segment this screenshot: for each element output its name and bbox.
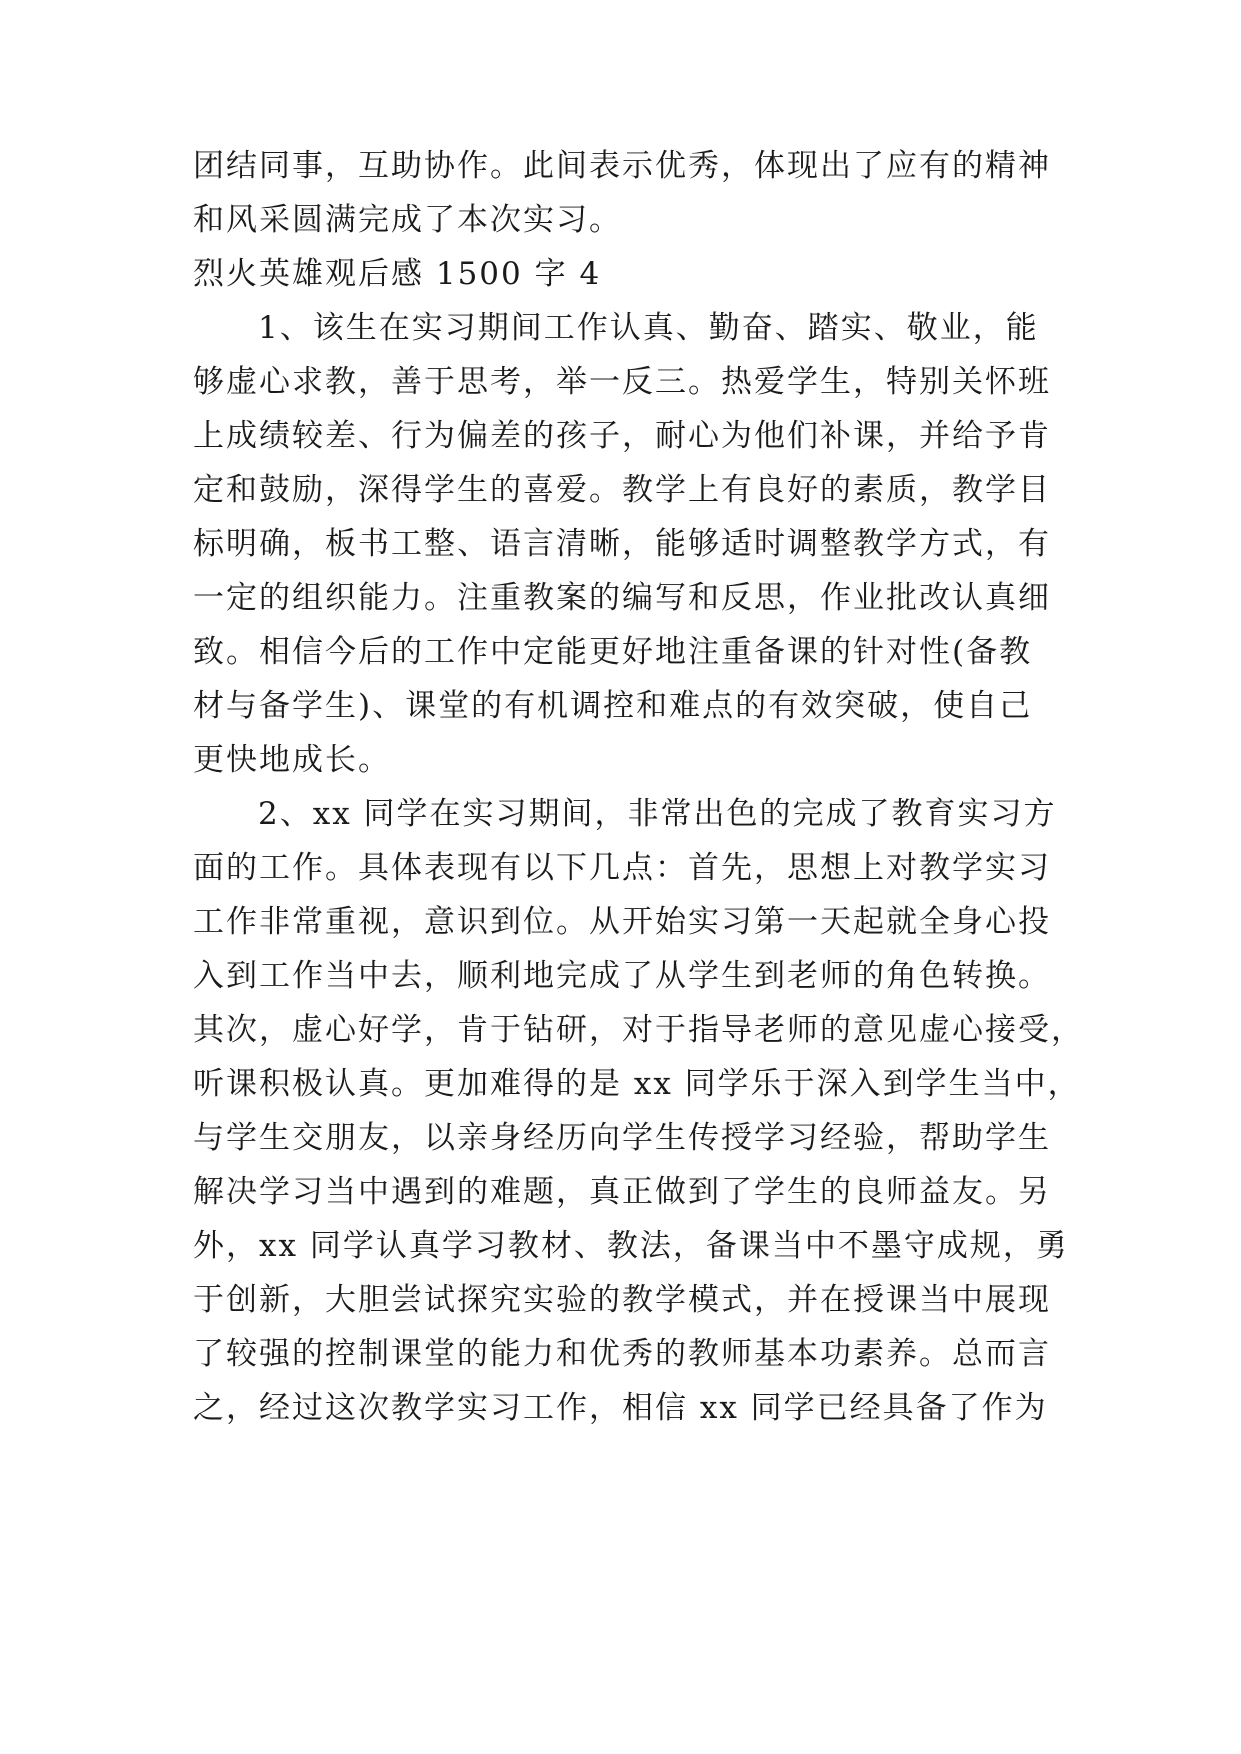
paragraph-line: 听课积极认真。更加难得的是 xx 同学乐于深入到学生当中， bbox=[193, 1066, 1081, 1102]
paragraph-line: 致。相信今后的工作中定能更好地注重备课的针对性(备教 bbox=[193, 634, 1033, 670]
paragraph-line: 1、该生在实习期间工作认真、勤奋、踏实、敬业，能 bbox=[258, 310, 1039, 346]
paragraph-line: 之，经过这次教学实习工作，相信 xx 同学已经具备了作为 bbox=[193, 1390, 1048, 1426]
paragraph-line: 和风采圆满完成了本次实习。 bbox=[193, 202, 622, 238]
paragraph-line: 够虚心求教，善于思考，举一反三。热爱学生，特别关怀班 bbox=[193, 364, 1051, 400]
paragraph-line: 团结同事，互助协作。此间表示优秀，体现出了应有的精神 bbox=[193, 148, 1051, 184]
section-heading: 烈火英雄观后感 1500 字 4 bbox=[193, 256, 602, 292]
paragraph-line: 外，xx 同学认真学习教材、教法，备课当中不墨守成规，勇 bbox=[193, 1228, 1069, 1264]
paragraph-line: 工作非常重视，意识到位。从开始实习第一天起就全身心投 bbox=[193, 904, 1051, 940]
paragraph-line: 标明确，板书工整、语言清晰，能够适时调整教学方式，有 bbox=[193, 526, 1051, 562]
paragraph-line: 了较强的控制课堂的能力和优秀的教师基本功素养。总而言 bbox=[193, 1336, 1051, 1372]
paragraph-line: 2、xx 同学在实习期间，非常出色的完成了教育实习方 bbox=[258, 796, 1057, 832]
paragraph-line: 于创新，大胆尝试探究实验的教学模式，并在授课当中展现 bbox=[193, 1282, 1051, 1318]
paragraph-line: 解决学习当中遇到的难题，真正做到了学生的良师益友。另 bbox=[193, 1174, 1051, 1210]
paragraph-line: 更快地成长。 bbox=[193, 742, 391, 778]
paragraph-line: 与学生交朋友，以亲身经历向学生传授学习经验，帮助学生 bbox=[193, 1120, 1051, 1156]
paragraph-line: 一定的组织能力。注重教案的编写和反思，作业批改认真细 bbox=[193, 580, 1051, 616]
paragraph-line: 定和鼓励，深得学生的喜爱。教学上有良好的素质，教学目 bbox=[193, 472, 1051, 508]
paragraph-line: 材与备学生)、课堂的有机调控和难点的有效突破，使自己 bbox=[193, 688, 1033, 724]
paragraph-line: 其次，虚心好学，肯于钻研，对于指导老师的意见虚心接受， bbox=[193, 1012, 1084, 1048]
paragraph-line: 面的工作。具体表现有以下几点：首先，思想上对教学实习 bbox=[193, 850, 1051, 886]
paragraph-line: 入到工作当中去，顺利地完成了从学生到老师的角色转换。 bbox=[193, 958, 1051, 994]
paragraph-line: 上成绩较差、行为偏差的孩子，耐心为他们补课，并给予肯 bbox=[193, 418, 1051, 454]
